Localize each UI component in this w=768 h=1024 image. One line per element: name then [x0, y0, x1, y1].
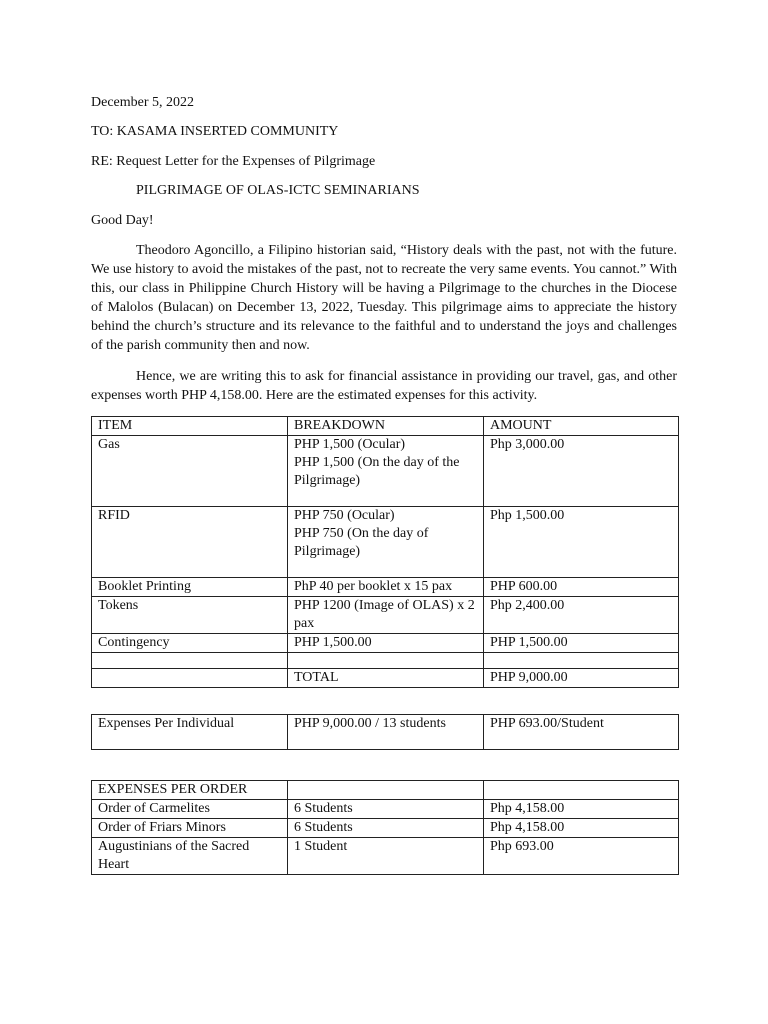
- table-header-row: [92, 417, 679, 436]
- table-row: [92, 715, 679, 750]
- order-name: Order of Carmelites: [92, 800, 288, 819]
- amount-cell: Php 2,400.00: [484, 597, 679, 634]
- letter-title: PILGRIMAGE OF OLAS-ICTC SEMINARIANS: [136, 183, 420, 198]
- table-row: [92, 507, 679, 578]
- individual-amount: PHP 693.00/Student: [484, 715, 679, 750]
- order-students: 6 Students: [288, 800, 484, 819]
- table-row: [92, 800, 679, 819]
- table-row: [92, 436, 679, 507]
- order-expenses-table: [91, 780, 679, 875]
- amount-cell: PHP 1,500.00: [484, 634, 679, 653]
- table-header-row: [92, 781, 679, 800]
- order-amount: Php 693.00: [484, 838, 679, 875]
- order-name: Augustinians of the Sacred Heart: [92, 838, 288, 875]
- breakdown-line: PHP 1,500 (On the day of the Pilgrimage): [294, 455, 460, 488]
- breakdown-cell: PhP 40 per booklet x 15 pax: [288, 578, 484, 597]
- table-row: [92, 634, 679, 653]
- order-amount: Php 4,158.00: [484, 819, 679, 838]
- order-header-blank: [288, 781, 484, 800]
- order-students: 6 Students: [288, 819, 484, 838]
- total-amount: PHP 9,000.00: [484, 669, 679, 688]
- letter-date: December 5, 2022: [91, 95, 195, 110]
- amount-cell: PHP 600.00: [484, 578, 679, 597]
- individual-computation: PHP 9,000.00 / 13 students: [288, 715, 484, 750]
- item-cell: [92, 669, 288, 688]
- amount-cell: Php 3,000.00: [484, 436, 679, 507]
- amount-cell: Php 1,500.00: [484, 507, 679, 578]
- letter-subject-line: RE: Request Letter for the Expenses of Pilgrimage: [91, 154, 376, 169]
- letter-recipient: TO: KASAMA INSERTED COMMUNITY: [91, 124, 339, 139]
- table-row: [92, 819, 679, 838]
- breakdown-cell: [288, 436, 484, 507]
- item-cell: Contingency: [92, 634, 288, 653]
- letter-paragraph-1: Theodoro Agoncillo, a Filipino historian said, “History deals with the past, not with the future. We use history to avoid the mistakes of the past, not to recreate the very same events. You cannot.” With this, our class in Philippine Church History will be having a Pilgrimage to the churches in the Diocese of Malolos (Bulacan) on December 13, 2022, Tuesday. This pilgrimage aims to appreciate the history behind the church’s structure and its relevance to the faithful and to understand the joys and challenges of the parish community then and now.: [91, 243, 677, 353]
- breakdown-cell: [288, 507, 484, 578]
- amount-cell: [484, 653, 679, 669]
- letter-paragraph-2: Hence, we are writing this to ask for financial assistance in providing our travel, gas, and other expenses worth PHP 4,158.00. Here are the estimated expenses for this activity.: [91, 369, 677, 403]
- header-amount: AMOUNT: [484, 417, 679, 436]
- order-header-blank: [484, 781, 679, 800]
- table-row: [92, 578, 679, 597]
- item-cell: Tokens: [92, 597, 288, 634]
- table-row: [92, 838, 679, 875]
- breakdown-cell: [288, 653, 484, 669]
- letter-greeting: Good Day!: [91, 213, 154, 228]
- header-breakdown: BREAKDOWN: [288, 417, 484, 436]
- header-item: ITEM: [92, 417, 288, 436]
- total-label: TOTAL: [288, 669, 484, 688]
- individual-label: Expenses Per Individual: [92, 715, 288, 750]
- table-row-empty: [92, 653, 679, 669]
- breakdown-line: PHP 1,500 (Ocular): [294, 437, 406, 452]
- individual-expenses-table: [91, 714, 679, 750]
- expenses-table: [91, 416, 679, 688]
- breakdown-cell: PHP 1,500.00: [288, 634, 484, 653]
- order-name: Order of Friars Minors: [92, 819, 288, 838]
- breakdown-line: PHP 750 (Ocular): [294, 508, 395, 523]
- item-cell: Gas: [92, 436, 288, 507]
- table-total-row: [92, 669, 679, 688]
- item-cell: RFID: [92, 507, 288, 578]
- order-students: 1 Student: [288, 838, 484, 875]
- item-cell: Booklet Printing: [92, 578, 288, 597]
- item-cell: [92, 653, 288, 669]
- breakdown-line: PHP 750 (On the day of Pilgrimage): [294, 526, 429, 559]
- order-header: EXPENSES PER ORDER: [92, 781, 288, 800]
- order-amount: Php 4,158.00: [484, 800, 679, 819]
- breakdown-cell: PHP 1200 (Image of OLAS) x 2 pax: [288, 597, 484, 634]
- table-row: [92, 597, 679, 634]
